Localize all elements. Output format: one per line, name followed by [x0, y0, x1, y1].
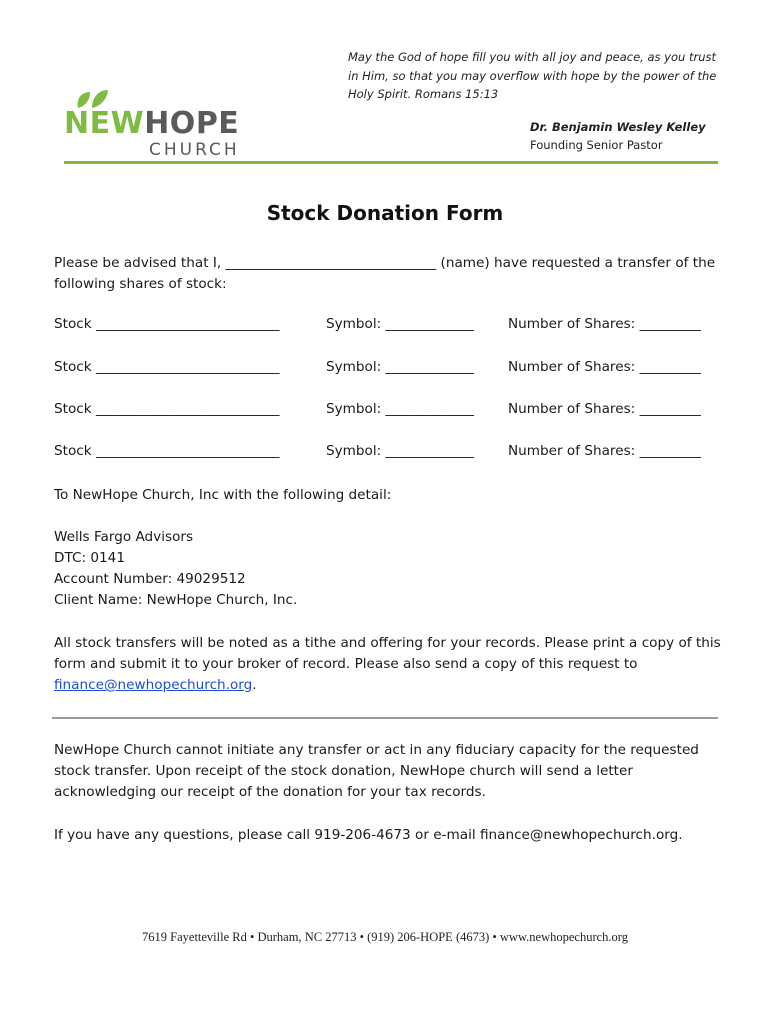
logo-word-hope: HOPE [144, 106, 240, 141]
sentence-period: . [252, 677, 257, 693]
stock-field: Stock ___________________________ [54, 401, 280, 417]
logo-word-church: CHURCH [149, 140, 240, 160]
dtc-number: DTC: 0141 [54, 550, 125, 566]
pastor-title: Founding Senior Pastor [530, 138, 663, 152]
shares-field: Number of Shares: _________ [508, 443, 701, 459]
transfer-note-text: All stock transfers will be noted as a tithe and offering for your records. Please print a copy of this form and submit it to your broker of record. Please also send a copy of this request to [54, 635, 721, 672]
footer-address: 7619 Fayetteville Rd • Durham, NC 27713 • (919) 206-HOPE (4673) • www.newhopechurch.org [142, 930, 628, 944]
logo-word-new: NEW [64, 106, 145, 141]
stock-field: Stock ___________________________ [54, 316, 280, 332]
form-title: Stock Donation Form [266, 201, 504, 225]
logo-wordmark [64, 108, 239, 140]
stock-field: Stock ___________________________ [54, 359, 280, 375]
header-divider [64, 161, 718, 164]
symbol-field: Symbol: _____________ [326, 316, 474, 332]
stock-row [54, 316, 724, 337]
finance-email-link[interactable]: finance@newhopechurch.org [54, 677, 253, 693]
client-name: Client Name: NewHope Church, Inc. [54, 592, 298, 608]
symbol-field: Symbol: _____________ [326, 401, 474, 417]
recipient-line: To NewHope Church, Inc with the following detail: [54, 487, 392, 503]
section-divider [52, 717, 718, 719]
pastor-name: Dr. Benjamin Wesley Kelley [530, 120, 706, 134]
symbol-field: Symbol: _____________ [326, 443, 474, 459]
shares-field: Number of Shares: _________ [508, 359, 701, 375]
shares-field: Number of Shares: _________ [508, 316, 701, 332]
questions-paragraph: If you have any questions, please call 919-206-4673 or e-mail finance@newhopechurch.org. [54, 827, 683, 843]
scripture-verse: May the God of hope fill you with all joy and peace, as you trust in Him, so that you may overflow with hope by the power of the Holy Spirit. Romans 15:13 [348, 50, 717, 101]
broker-name: Wells Fargo Advisors [54, 529, 194, 545]
disclaimer-paragraph: NewHope Church cannot initiate any transfer or act in any fiduciary capacity for the requested stock transfer. Upon receipt of the stock donation, NewHope church will send a letter acknowledging our receipt of the donation for your tax records. [54, 742, 699, 800]
stock-row [54, 443, 724, 464]
intro-paragraph: Please be advised that I, _______________________________ (name) have requested a transfer of the following shares of stock: [54, 255, 716, 292]
symbol-field: Symbol: _____________ [326, 359, 474, 375]
stock-field: Stock ___________________________ [54, 443, 280, 459]
transfer-note-paragraph [54, 633, 724, 696]
shares-field: Number of Shares: _________ [508, 401, 701, 417]
account-number: Account Number: 49029512 [54, 571, 246, 587]
stock-row [54, 359, 724, 380]
church-logo [64, 88, 254, 162]
stock-row [54, 401, 724, 422]
